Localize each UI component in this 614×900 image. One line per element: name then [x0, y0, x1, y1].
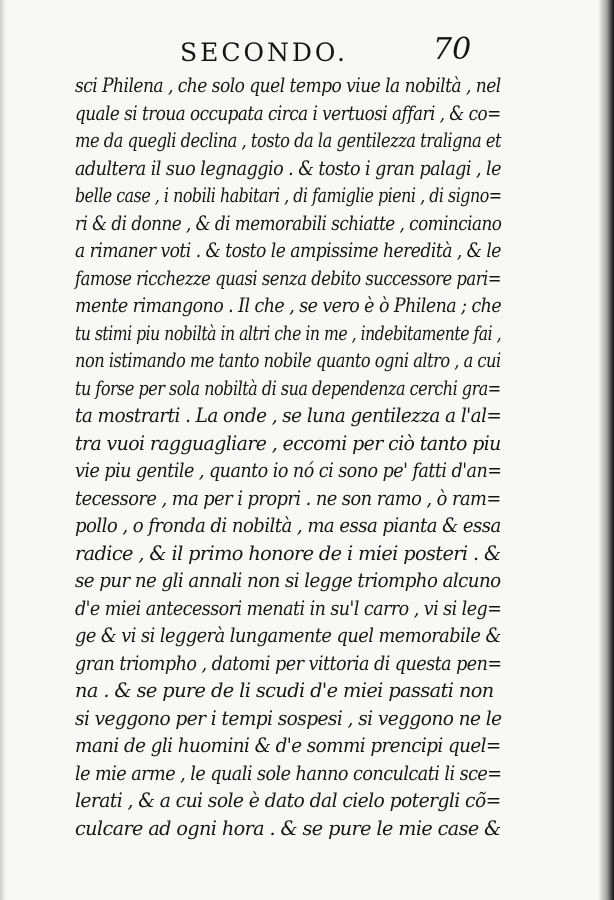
text-line: tecessore , ma per i propri . ne son ramo , ò ram= — [75, 486, 501, 510]
text-line: d'e miei antecessori menati in su'l carro , vi si leg= — [75, 596, 502, 620]
text-line: tra vuoi ragguagliare , eccomi per ciò tanto piu — [75, 431, 501, 455]
page-edge-shadow — [598, 0, 614, 900]
text-line: vie piu gentile , quanto io nó ci sono pe' fatti d'an= — [75, 459, 502, 482]
text-line: lerati , & a cui sole è dato dal cielo potergli cõ= — [75, 789, 501, 812]
text-line: si veggono per i tempi sospesi , si veggono ne le — [75, 706, 502, 730]
text-line: non istimando me tanto nobile quanto ogni altro , a cui — [75, 349, 501, 372]
text-line: ri & di donne , & di memorabili schiatte , cominciano — [75, 211, 502, 235]
text-line: pollo , o fronda di nobiltà , ma essa pianta & essa — [75, 514, 501, 537]
text-line: gran triompho , datomi per vittoria di questa pen= — [75, 651, 502, 675]
body-text — [75, 72, 505, 842]
text-line: ge & vi si leggerà lungamente quel memorabile & — [75, 624, 501, 647]
text-line: ta mostrarti . La onde , se luna gentilezza a l'al= — [75, 404, 502, 427]
page-gutter-shadow — [0, 0, 6, 900]
text-line: belle case , i nobili habitari , di famiglie pieni , di signo= — [75, 184, 502, 207]
text-line: culcare ad ogni hora . & se pure le mie case & — [75, 816, 501, 840]
text-line: a rimaner voti . & tosto le ampissime heredità , & le — [75, 239, 501, 262]
text-line: radice , & il primo honore de i miei posteri . & — [75, 541, 501, 565]
text-line: quale si troua occupata circa i vertuosi affari , & co= — [75, 101, 501, 125]
text-line: mente rimangono . Il che , se vero è ò Philena ; che — [75, 294, 502, 317]
text-line: na . & se pure de li scudi d'e miei passati non — [75, 679, 494, 702]
text-line: se pur ne gli annali non si legge triompho alcuno — [75, 569, 501, 592]
page-number: 70 — [433, 32, 472, 67]
text-line: le mie arme , le quali sole hanno conculcati li sce= — [75, 761, 502, 785]
running-title: SECONDO. — [180, 38, 348, 67]
running-head — [0, 30, 614, 70]
text-line: mani de gli huomini & d'e sommi prencipi quel= — [75, 734, 501, 757]
text-line: tu forse per sola nobiltà di sua dependenza cerchi gra= — [75, 376, 501, 400]
text-line: tu stimi piu nobiltà in altri che in me , indebitamente fai , — [75, 321, 502, 345]
text-line: adultera il suo legnaggio . & tosto i gran palagi , le — [75, 156, 501, 180]
text-line: sci Philena , che solo quel tempo viue la nobiltà , nel — [75, 74, 501, 97]
text-line: me da quegli declina , tosto da la gentilezza traligna et — [75, 129, 502, 152]
text-line: famose ricchezze quasi senza debito successore pari= — [75, 266, 502, 290]
